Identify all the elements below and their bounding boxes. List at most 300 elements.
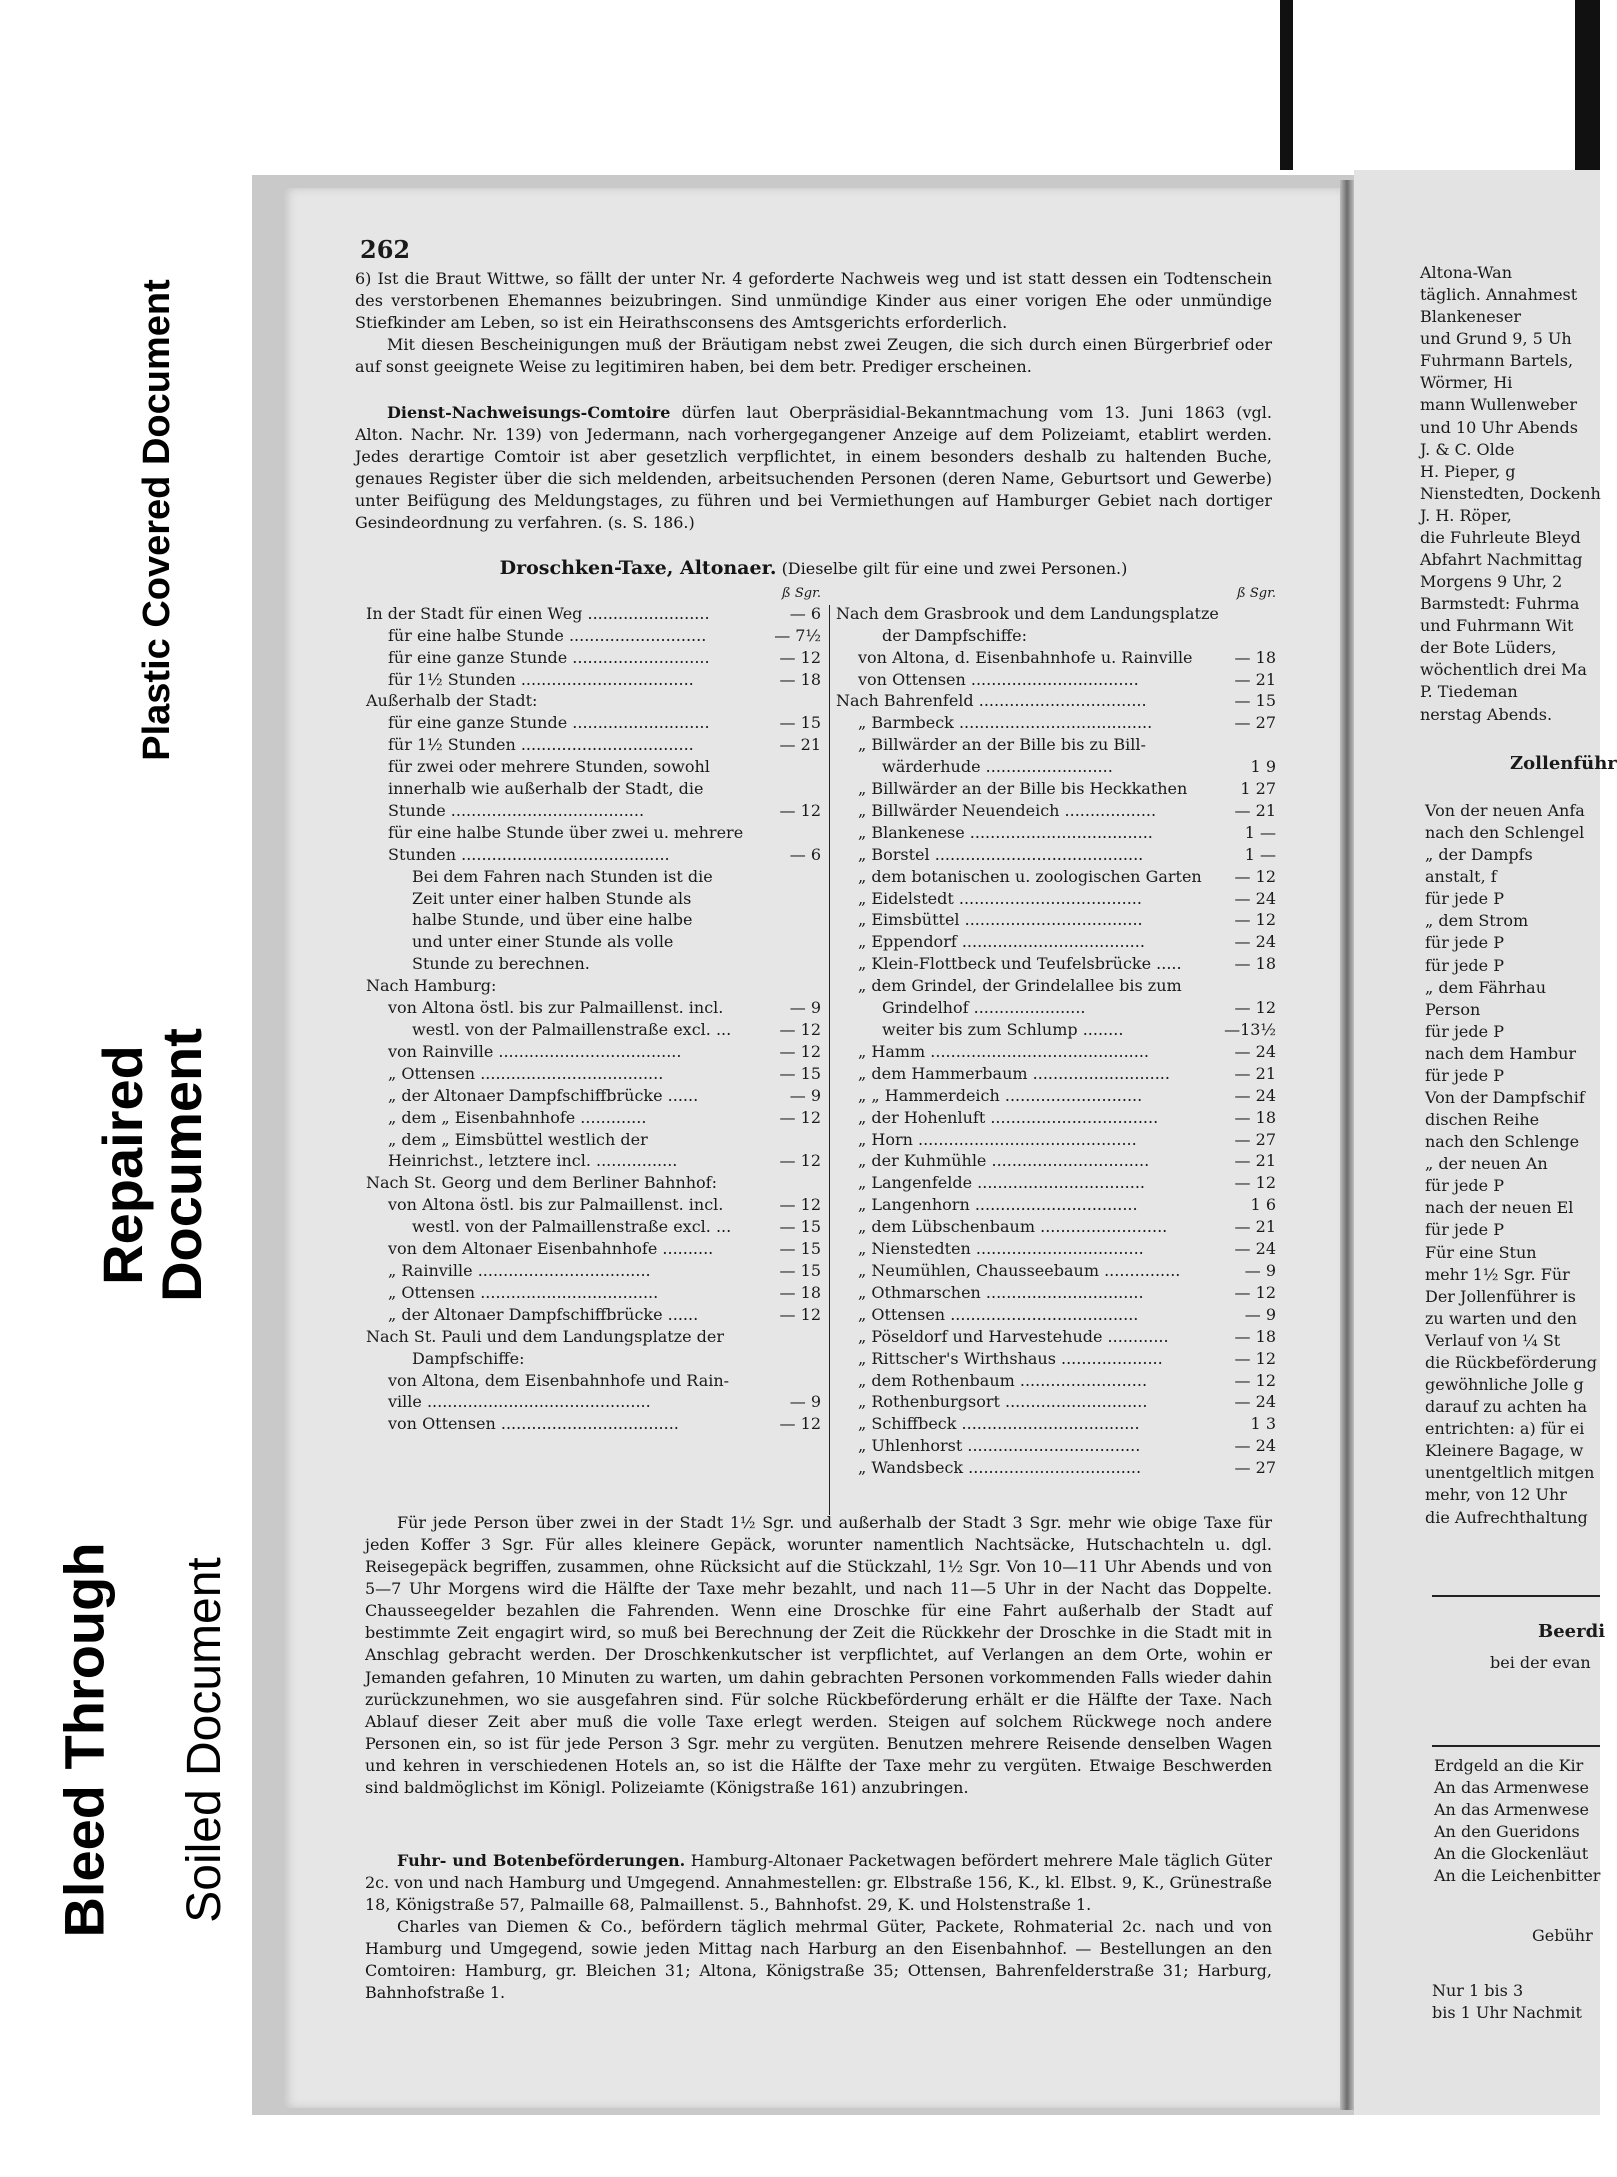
taxe-right-row (836, 800, 1276, 822)
taxe-right-row-label: der Dampfschiffe: (882, 625, 1027, 645)
dienst-section (355, 402, 1272, 534)
taxe-right-row-price: — 21 (1234, 1217, 1276, 1237)
taxe-right-row-label: „ der Kuhmühle ............................... (858, 1151, 1150, 1171)
taxe-left-row-label: für eine ganze Stunde ........................... (388, 713, 710, 733)
taxe-left-row-label: westl. von der Palmaillenstraße excl. ... (412, 1217, 732, 1237)
column-separator (829, 605, 830, 1515)
taxe-left-row-label: von dem Altonaer Eisenbahnhofe .......... (388, 1239, 714, 1259)
taxe-left-row (366, 625, 821, 647)
taxe-right-row (836, 1260, 1276, 1282)
taxe-left-row-price (765, 866, 821, 888)
zoll-line: „ dem Fährhau (1425, 977, 1546, 997)
taxe-right-row-label: „ Langenhorn ................................ (858, 1195, 1138, 1215)
taxe-left-row-price: — 12 (779, 1151, 821, 1171)
taxe-right-row-label: „ Ottensen ..................................... (858, 1304, 1139, 1324)
taxe-right-row (836, 975, 1276, 997)
diemen-paragraph: Charles van Diemen & Co., befördern täglich mehrmal Güter, Packete, Rohmaterial 2c. nach und von Hamburg und Umgegend, sowie jeden Mittag nach Harburg an den Eisenbahnhof. — Bestellungen an den Comtoiren: Hamburg, gr. Bleichen 31; Altona, Königstraße 35; Ottensen, Bahrenfelderstraße 31; Harburg, Bahnhofstraße 1. (365, 1917, 1272, 2003)
taxe-right-row-price (1220, 975, 1276, 997)
fee-line: An den Gueridons (1434, 1822, 1580, 1842)
taxe-right-row (836, 1041, 1276, 1063)
taxe-right-row-price (1220, 625, 1276, 647)
zoll-line: für jede P (1425, 1065, 1504, 1085)
fee-line: An die Glockenläut (1434, 1844, 1589, 1864)
zoll-line: Verlauf von ¼ St (1425, 1330, 1561, 1350)
taxe-right-row-label: „ Rittscher's Wirthshaus .................... (858, 1348, 1163, 1368)
taxe-left-row-price (765, 778, 821, 800)
taxe-left-row-price (765, 953, 821, 975)
taxe-left-row-price: — 18 (779, 1282, 821, 1302)
taxe-right-row-price: 1 3 (1250, 1414, 1276, 1434)
taxe-left-row (366, 1150, 821, 1172)
taxe-right-row-label: „ dem botanischen u. zoologischen Garten (858, 866, 1202, 886)
taxe-right-row (836, 1107, 1276, 1129)
taxe-right-row-label: von Ottensen ................................. (858, 669, 1139, 689)
taxe-left-row-label: halbe Stunde, und über eine halbe (412, 910, 693, 930)
taxe-right-row (836, 1150, 1276, 1172)
taxe-right-row-label: „ Rothenburgsort ............................ (858, 1392, 1148, 1412)
taxe-right-row (836, 1129, 1276, 1151)
taxe-right-row-label: „ dem Grindel, der Grindelallee bis zum (858, 976, 1182, 996)
beerd-subtitle: bei der evan (1490, 1653, 1591, 1672)
taxe-right-row-label: Grindelhof ...................... (882, 998, 1086, 1018)
taxe-left-row-price (765, 1129, 821, 1151)
zoll-line: nach der neuen El (1425, 1198, 1574, 1218)
taxe-right-row-price: — 12 (1234, 1282, 1276, 1302)
taxe-left-row-price: — 15 (779, 713, 821, 733)
taxe-left-row-label: von Altona östl. bis zur Palmaillenst. incl. (388, 1195, 724, 1215)
taxe-left-row-price: — 12 (779, 1304, 821, 1324)
right-page-line: Abfahrt Nachmittag (1420, 550, 1583, 570)
taxe-left-row-label: Nach St. Georg und dem Berliner Bahnhof: (366, 1173, 717, 1193)
taxe-right-row-label: wärderhude ......................... (882, 757, 1113, 777)
right-page-line: Altona-Wan (1420, 263, 1513, 282)
taxe-right-row-label: „ Schiffbeck ................................... (858, 1414, 1140, 1434)
taxe-title: Droschken-Taxe, Altonaer. (499, 557, 777, 579)
taxe-right-row-price: — 27 (1234, 1129, 1276, 1149)
taxe-left-row (366, 690, 821, 712)
zoll-line: „ dem Strom (1425, 911, 1529, 931)
taxe-right-row-price: 1 9 (1250, 757, 1276, 777)
taxe-right-row (836, 844, 1276, 866)
taxe-right-row-price: — 21 (1234, 1063, 1276, 1083)
taxe-left-row (366, 778, 821, 800)
taxe-left-row (366, 866, 821, 888)
taxe-left-row (366, 844, 821, 866)
taxe-left-row-price (765, 690, 821, 712)
right-divider-2 (1432, 1745, 1600, 1747)
taxe-left-row-label: ville ............................................ (388, 1392, 651, 1412)
taxe-left-row-label: Nach Hamburg: (366, 976, 497, 996)
taxe-right-row (836, 603, 1276, 625)
taxe-right-row-price: — 24 (1234, 932, 1276, 952)
taxe-right-row (836, 712, 1276, 734)
taxe-right-row-price: — 24 (1234, 1041, 1276, 1061)
taxe-left-row-price (765, 1326, 821, 1348)
zoll-line: „ der neuen An (1425, 1154, 1548, 1174)
taxe-right-row-label: „ Horn ........................................... (858, 1129, 1137, 1149)
fee-line: An das Armenwese (1434, 1800, 1590, 1820)
right-page-line: der Bote Lüders, (1420, 638, 1557, 658)
fee-line: An das Armenwese (1434, 1778, 1590, 1798)
taxe-left-row (366, 931, 821, 953)
right-page-line: J. & C. Olde (1420, 439, 1515, 459)
taxe-left-row-price: — 12 (779, 1020, 821, 1040)
taxe-right-row-price: — 9 (1244, 1260, 1276, 1280)
taxe-right-row (836, 1194, 1276, 1216)
right-page-top-lines (1420, 262, 1601, 726)
zoll-lines (1425, 800, 1597, 1529)
right-page-line: wöchentlich drei Ma (1420, 660, 1587, 680)
taxe-right-row-price: — 27 (1234, 1458, 1276, 1478)
taxe-left-row-price: — 9 (789, 1085, 821, 1105)
taxe-right-row-label: „ Borstel ......................................... (858, 844, 1144, 864)
taxe-left-row (366, 975, 821, 997)
taxe-right-row-price (1220, 603, 1276, 625)
taxe-left-row (366, 734, 821, 756)
taxe-right-row-price: 1 6 (1250, 1195, 1276, 1215)
taxe-right-row-label: „ Wandsbeck .................................. (858, 1458, 1142, 1478)
note-section (1432, 1980, 1582, 2024)
right-page-lines (1420, 262, 1601, 726)
taxe-right-row (836, 647, 1276, 669)
currency-header-left: ß Sgr. (782, 586, 821, 601)
taxe-right-row (836, 690, 1276, 712)
taxe-right-row-label: von Altona, d. Eisenbahnhofe u. Rainville (858, 647, 1193, 667)
taxe-left-row-price: — 18 (779, 669, 821, 689)
right-page-line: und 10 Uhr Abends (1420, 417, 1578, 437)
taxe-left-row-label: „ Ottensen .................................... (388, 1063, 664, 1083)
taxe-right-row (836, 931, 1276, 953)
fee-lines (1434, 1755, 1600, 1887)
zoll-line: Für eine Stun (1425, 1242, 1537, 1262)
right-page-line: Blankeneser (1420, 307, 1521, 327)
zoll-title: Zollenführ (1510, 753, 1617, 774)
label-repaired-line1: Repaired (91, 1045, 155, 1285)
taxe-left-row-label: Stunden ......................................... (388, 844, 670, 864)
zoll-section (1425, 800, 1597, 1529)
zoll-line: nach den Schlengel (1425, 823, 1585, 843)
taxe-left-row-price: — 6 (789, 844, 821, 864)
taxe-right-row-price: — 15 (1234, 691, 1276, 711)
taxe-left-row (366, 1238, 821, 1260)
taxe-right-row-price: — 18 (1234, 1326, 1276, 1346)
taxe-right-row-label: „ Pöseldorf und Harvestehude ............ (858, 1326, 1169, 1346)
right-page-line: Barmstedt: Fuhrma (1420, 594, 1580, 614)
book-gutter (1340, 180, 1354, 2110)
label-repaired-wrap (91, 1028, 213, 1302)
taxe-right-row-price: — 21 (1234, 800, 1276, 820)
taxe-left-row (366, 1063, 821, 1085)
fuhr-text: Hamburg-Altonaer Packetwagen befördert mehrere Male täglich Güter 2c. von und nach Hamburg und Umgegend. Annahmestellen: gr. Elbstraße 156, K., kl. Elbst. 9, K., Grünestraße 18, Königstraße 57, Palmaille 68, Palmaillenst. 5., Bahnhofst. 29, K. und Holstenstraße 1. (365, 1851, 1273, 1915)
taxe-right-row-label: „ Uhlenhorst .................................. (858, 1436, 1141, 1456)
right-divider-1 (1432, 1595, 1600, 1597)
taxe-left-row-price (765, 931, 821, 953)
taxe-left-row-price: — 9 (789, 1392, 821, 1412)
taxe-right-row-price: —13½ (1224, 1020, 1276, 1040)
taxe-left-column (366, 585, 821, 1435)
taxe-right-row-label: Nach dem Grasbrook und dem Landungsplatze (836, 603, 1219, 623)
taxe-left-row (366, 1326, 821, 1348)
right-page-line: P. Tiedeman (1420, 682, 1518, 702)
taxe-right-row-label: weiter bis zum Schlump ........ (882, 1020, 1124, 1040)
taxe-right-row (836, 1172, 1276, 1194)
zoll-line: nach dem Hambur (1425, 1043, 1577, 1063)
zoll-line: Person (1425, 999, 1481, 1019)
taxe-right-row (836, 1216, 1276, 1238)
taxe-left-row (366, 647, 821, 669)
label-soiled-text: Soiled Document (177, 1557, 231, 1923)
taxe-left-row (366, 1041, 821, 1063)
right-page-line: nerstag Abends. (1420, 704, 1553, 724)
taxe-right-row-label: „ der Hohenluft ................................. (858, 1107, 1159, 1127)
label-bleed-through (40, 1440, 130, 2040)
right-page-line: J. H. Röper, (1420, 505, 1512, 525)
right-page-line: Morgens 9 Uhr, 2 (1420, 572, 1563, 592)
taxe-left-row (366, 669, 821, 691)
zoll-line: mehr 1½ Sgr. Für (1425, 1264, 1570, 1284)
taxe-left-row (366, 1260, 821, 1282)
zoll-line: für jede P (1425, 1021, 1504, 1041)
taxe-right-row (836, 756, 1276, 778)
fee-section (1434, 1755, 1600, 1887)
taxe-right-row-label: „ Eimsbüttel ................................... (858, 910, 1143, 930)
taxe-left-row (366, 1348, 821, 1370)
taxe-left-row-label: In der Stadt für einen Weg ........................ (366, 603, 710, 623)
taxe-left-row-price (765, 909, 821, 931)
dienst-paragraph (355, 402, 1272, 534)
zoll-line: Kleinere Bagage, w (1425, 1441, 1584, 1461)
taxe-right-row-price: — 21 (1234, 1151, 1276, 1171)
taxe-right-row (836, 625, 1276, 647)
taxe-right-row-label: „ „ Hammerdeich ........................... (858, 1085, 1143, 1105)
taxe-note (365, 1512, 1272, 1799)
taxe-right-row (836, 1304, 1276, 1326)
taxe-right-row-label: „ Neumühlen, Chausseebaum ............... (858, 1260, 1181, 1280)
taxe-right-row-label: „ Billwärder Neuendeich .................. (858, 800, 1157, 820)
taxe-left-row (366, 1085, 821, 1107)
taxe-left-row-price: — 12 (779, 1195, 821, 1215)
taxe-right-row-price: — 12 (1234, 1370, 1276, 1390)
taxe-right-row-label: „ Hamm ........................................... (858, 1041, 1149, 1061)
fuhr-title: Fuhr- und Botenbeförderungen. (397, 1851, 686, 1870)
taxe-left-row (366, 1129, 821, 1151)
taxe-right-row-label: „ dem Lübschenbaum ......................... (858, 1217, 1168, 1237)
taxe-right-row-label: „ Barmbeck ...................................... (858, 713, 1153, 733)
taxe-left-row (366, 888, 821, 910)
taxe-right-row-price: — 18 (1234, 1107, 1276, 1127)
taxe-left-row-label: und unter einer Stunde als volle (412, 932, 674, 952)
taxe-right-row (836, 1063, 1276, 1085)
taxe-left-row-label: für eine halbe Stunde über zwei u. mehrere (388, 822, 744, 842)
taxe-left-row (366, 997, 821, 1019)
fee-line: Erdgeld an die Kir (1434, 1756, 1584, 1775)
taxe-right-row-price: — 24 (1234, 1392, 1276, 1412)
para-6b: Mit diesen Bescheinigungen muß der Bräutigam nebst zwei Zeugen, die sich durch einen Bürgerbrief oder auf sonst geeignete Weise zu legitimiren haben, bei dem betr. Prediger erscheinen. (355, 335, 1272, 377)
taxe-right-row-label: Nach Bahrenfeld ................................. (836, 691, 1147, 711)
right-page-line: täglich. Annahmest (1420, 285, 1578, 305)
taxe-left-row-label: für 1½ Stunden .................................. (388, 735, 694, 755)
taxe-right-row-price: — 12 (1234, 910, 1276, 930)
right-page-line: Fuhrmann Bartels, (1420, 351, 1574, 371)
label-soiled (170, 1430, 240, 2050)
taxe-right-row-price: — 27 (1234, 713, 1276, 733)
taxe-left-row-price (765, 1172, 821, 1194)
taxe-heading (355, 555, 1272, 581)
taxe-right-row-price: — 12 (1234, 1348, 1276, 1368)
taxe-right-row (836, 669, 1276, 691)
right-rows (836, 603, 1276, 1479)
taxe-left-row-price: — 15 (779, 1217, 821, 1237)
label-plastic-covered (120, 210, 195, 830)
zoll-line: mehr, von 12 Uhr (1425, 1485, 1567, 1505)
taxe-right-row (836, 866, 1276, 888)
taxe-left-row (366, 909, 821, 931)
taxe-left-row (366, 1107, 821, 1129)
taxe-left-row (366, 953, 821, 975)
taxe-left-row-price: — 12 (779, 647, 821, 667)
taxe-right-row (836, 1391, 1276, 1413)
taxe-note-text: Für jede Person über zwei in der Stadt 1½ Sgr. und außerhalb der Stadt 3 Sgr. mehr wie obige Taxe für jeden Koffer 3 Sgr. Für alles kleinere Gepäck, worunter namentlich Nachtsäcke, Hutschachteln u. dgl. Reisegepäck begriffen, zusammen, ohne Rücksicht auf die Stückzahl, 1½ Sgr. Von 10—11 Uhr Abends und von 5—7 Uhr Morgens wird die Hälfte der Taxe mehr bezahlt, und nach 11—5 Uhr in der Nacht das Doppelte. Chausseegelder bezahlen die Fahrenden. Wenn eine Droschke für eine Fahrt außerhalb der Stadt auf bestimmte Zeit engagirt wird, so muß bei Berechnung der Zeit die Rückkehr der Droschke in die Stadt mit in Anschlag gebracht werden. Der Droschkenkutscher ist verpflichtet, auf Verlangen an dem Orte, wohin er Jemanden gefahren, 10 Minuten zu warten, um dahin gebrachten Personen vorkommenden Falls wieder dahin zurückzunehmen, wo sie ausgefahren sind. Für solche Rückbeförderung erhält er die Hälfte der Taxe. Nach Ablauf dieser Zeit aber muß die volle Taxe erlegt werden. Steigen auf solchem Rückwege noch andere Personen ein, so ist für jede Person 3 Sgr. mehr zu vergüten. Benutzen mehrere Reisende denselben Wagen und kehren in verschiedenen Hotels an, so ist die Hälfte der Taxe mehr zu vergüten. Etwaige Beschwerden sind baldmöglichst im Königl. Polizeiamte (Königstraße 161) anzubringen. (365, 1513, 1272, 1797)
right-page-line: Wörmer, Hi (1420, 373, 1513, 393)
zoll-line: darauf zu achten ha (1425, 1397, 1588, 1417)
taxe-left-row-label: „ dem „ Eisenbahnhofe ............. (388, 1107, 647, 1127)
taxe-right-row-price: — 12 (1234, 998, 1276, 1018)
taxe-right-row-label: „ dem Rothenbaum ......................... (858, 1370, 1148, 1390)
right-page-line: Nienstedten, Dockenh (1420, 483, 1601, 503)
taxe-left-row-price: — 15 (779, 1260, 821, 1280)
taxe-right-row-price: — 18 (1234, 647, 1276, 667)
taxe-right-row-price: — 9 (1244, 1304, 1276, 1324)
taxe-left-row-price: — 12 (779, 1107, 821, 1127)
taxe-left-row (366, 1194, 821, 1216)
taxe-left-row-price: — 15 (779, 1063, 821, 1083)
taxe-left-row-label: Stunde zu berechnen. (412, 954, 590, 974)
fuhr-section (365, 1850, 1272, 2005)
taxe-right-row (836, 953, 1276, 975)
label-bleed-text: Bleed Through (52, 1542, 116, 1938)
taxe-right-row-price: — 24 (1234, 1239, 1276, 1259)
taxe-right-row-price: — 12 (1234, 866, 1276, 886)
zoll-line: Von der Dampfschif (1425, 1088, 1585, 1108)
taxe-right-row-label: „ Langenfelde ................................. (858, 1173, 1145, 1193)
taxe-left-row-label: Zeit unter einer halben Stunde als (412, 888, 692, 908)
zoll-line: für jede P (1425, 889, 1504, 909)
zoll-line: Von der neuen Anfa (1425, 801, 1585, 820)
taxe-left-row-label: „ Ottensen ................................... (388, 1282, 659, 1302)
right-page-line: und Grund 9, 5 Uh (1420, 329, 1572, 349)
dienst-title: Dienst-Nachweisungs-Comtoire (387, 403, 671, 422)
taxe-left-row (366, 1216, 821, 1238)
zoll-line: Der Jollenführer is (1425, 1286, 1576, 1306)
currency-header-right: ß Sgr. (1237, 586, 1276, 601)
taxe-left-row-label: für eine halbe Stunde ........................... (388, 625, 707, 645)
fuhr-paragraph (365, 1850, 1272, 1916)
taxe-left-row-price: — 7½ (774, 625, 821, 645)
taxe-left-row-label: westl. von der Palmaillenstraße excl. ... (412, 1020, 732, 1040)
taxe-right-row-price: — 21 (1234, 669, 1276, 689)
taxe-right-row-label: „ Nienstedten ................................. (858, 1239, 1144, 1259)
taxe-left-row (366, 1172, 821, 1194)
right-page-line: H. Pieper, g (1420, 461, 1516, 481)
zoll-line: die Aufrechthaltung (1425, 1507, 1588, 1527)
taxe-right-row (836, 1282, 1276, 1304)
taxe-right-row-price: — 24 (1234, 1085, 1276, 1105)
zoll-line: für jede P (1425, 1176, 1504, 1196)
taxe-right-row-price: — 18 (1234, 954, 1276, 974)
taxe-right-row (836, 1019, 1276, 1041)
taxe-right-row-price: — 12 (1234, 1173, 1276, 1193)
taxe-left-row-label: Außerhalb der Stadt: (366, 691, 538, 711)
taxe-left-row-label: innerhalb wie außerhalb der Stadt, die (388, 779, 704, 799)
taxe-left-row-price (765, 888, 821, 910)
taxe-right-row (836, 888, 1276, 910)
taxe-left-row-label: für 1½ Stunden .................................. (388, 669, 694, 689)
taxe-left-row-price (765, 975, 821, 997)
taxe-left-row (366, 1413, 821, 1435)
taxe-left-row-label: „ Rainville .................................. (388, 1260, 651, 1280)
taxe-left-row-price: — 21 (779, 735, 821, 755)
taxe-left-row-label: für zwei oder mehrere Stunden, sowohl (388, 757, 710, 777)
taxe-left-row (366, 822, 821, 844)
zoll-line: für jede P (1425, 933, 1504, 953)
taxe-right-row (836, 1085, 1276, 1107)
taxe-left-row-price (765, 1348, 821, 1370)
taxe-left-row (366, 800, 821, 822)
taxe-left-row-label: „ der Altonaer Dampfschiffbrücke ...... (388, 1304, 699, 1324)
taxe-left-row (366, 1304, 821, 1326)
label-plastic-text: Plastic Covered Document (135, 279, 178, 761)
marriage-section (355, 268, 1272, 378)
zoll-line: zu warten und den (1425, 1308, 1577, 1328)
taxe-right-row-price: 1 27 (1240, 779, 1276, 799)
taxe-left-row (366, 1391, 821, 1413)
zoll-line: die Rückbeförderung (1425, 1352, 1598, 1372)
right-page-line: und Fuhrmann Wit (1420, 616, 1574, 636)
taxe-left-row-label: für eine ganze Stunde ........................... (388, 647, 710, 667)
taxe-right-row (836, 778, 1276, 800)
label-repaired-line2: Document (150, 1028, 213, 1302)
taxe-left-row-price: — 12 (779, 1041, 821, 1061)
zoll-line: gewöhnliche Jolle g (1425, 1375, 1584, 1395)
note-line: Nur 1 bis 3 (1432, 1981, 1524, 2000)
taxe-left-row (366, 756, 821, 778)
zoll-line: unentgeltlich mitgen (1425, 1463, 1595, 1483)
taxe-left-row-label: von Ottensen ................................... (388, 1414, 679, 1434)
taxe-left-row-label: Nach St. Pauli und dem Landungsplatze der (366, 1326, 725, 1346)
taxe-right-row-label: „ Klein-Flottbeck und Teufelsbrücke ..... (858, 954, 1182, 974)
taxe-left-row-price (765, 756, 821, 778)
taxe-right-row-price: — 24 (1234, 1436, 1276, 1456)
taxe-right-row-price: 1 — (1244, 844, 1276, 864)
taxe-right-row (836, 909, 1276, 931)
zoll-line: „ der Dampfs (1425, 845, 1533, 865)
taxe-left-row (366, 1019, 821, 1041)
right-page-line: mann Wullenweber (1420, 395, 1578, 415)
taxe-left-row-price: — 15 (779, 1239, 821, 1259)
zoll-line: entrichten: a) für ei (1425, 1419, 1585, 1439)
taxe-left-row (366, 1370, 821, 1392)
taxe-left-row-label: Dampfschiffe: (412, 1348, 525, 1368)
zoll-line: anstalt, f (1425, 867, 1497, 887)
taxe-left-row-label: Bei dem Fahren nach Stunden ist die (412, 866, 713, 886)
beerd-title: Beerdi (1538, 1621, 1606, 1642)
zoll-line: nach den Schlenge (1425, 1132, 1580, 1152)
taxe-left-row-label: von Altona, dem Eisenbahnhofe und Rain- (388, 1370, 730, 1390)
film-edge-mark-right (1575, 0, 1600, 170)
taxe-left-row-label: „ dem „ Eimsbüttel westlich der (388, 1129, 648, 1149)
taxe-left-row-label: von Rainville .................................... (388, 1041, 682, 1061)
page-number: 262 (360, 235, 411, 264)
